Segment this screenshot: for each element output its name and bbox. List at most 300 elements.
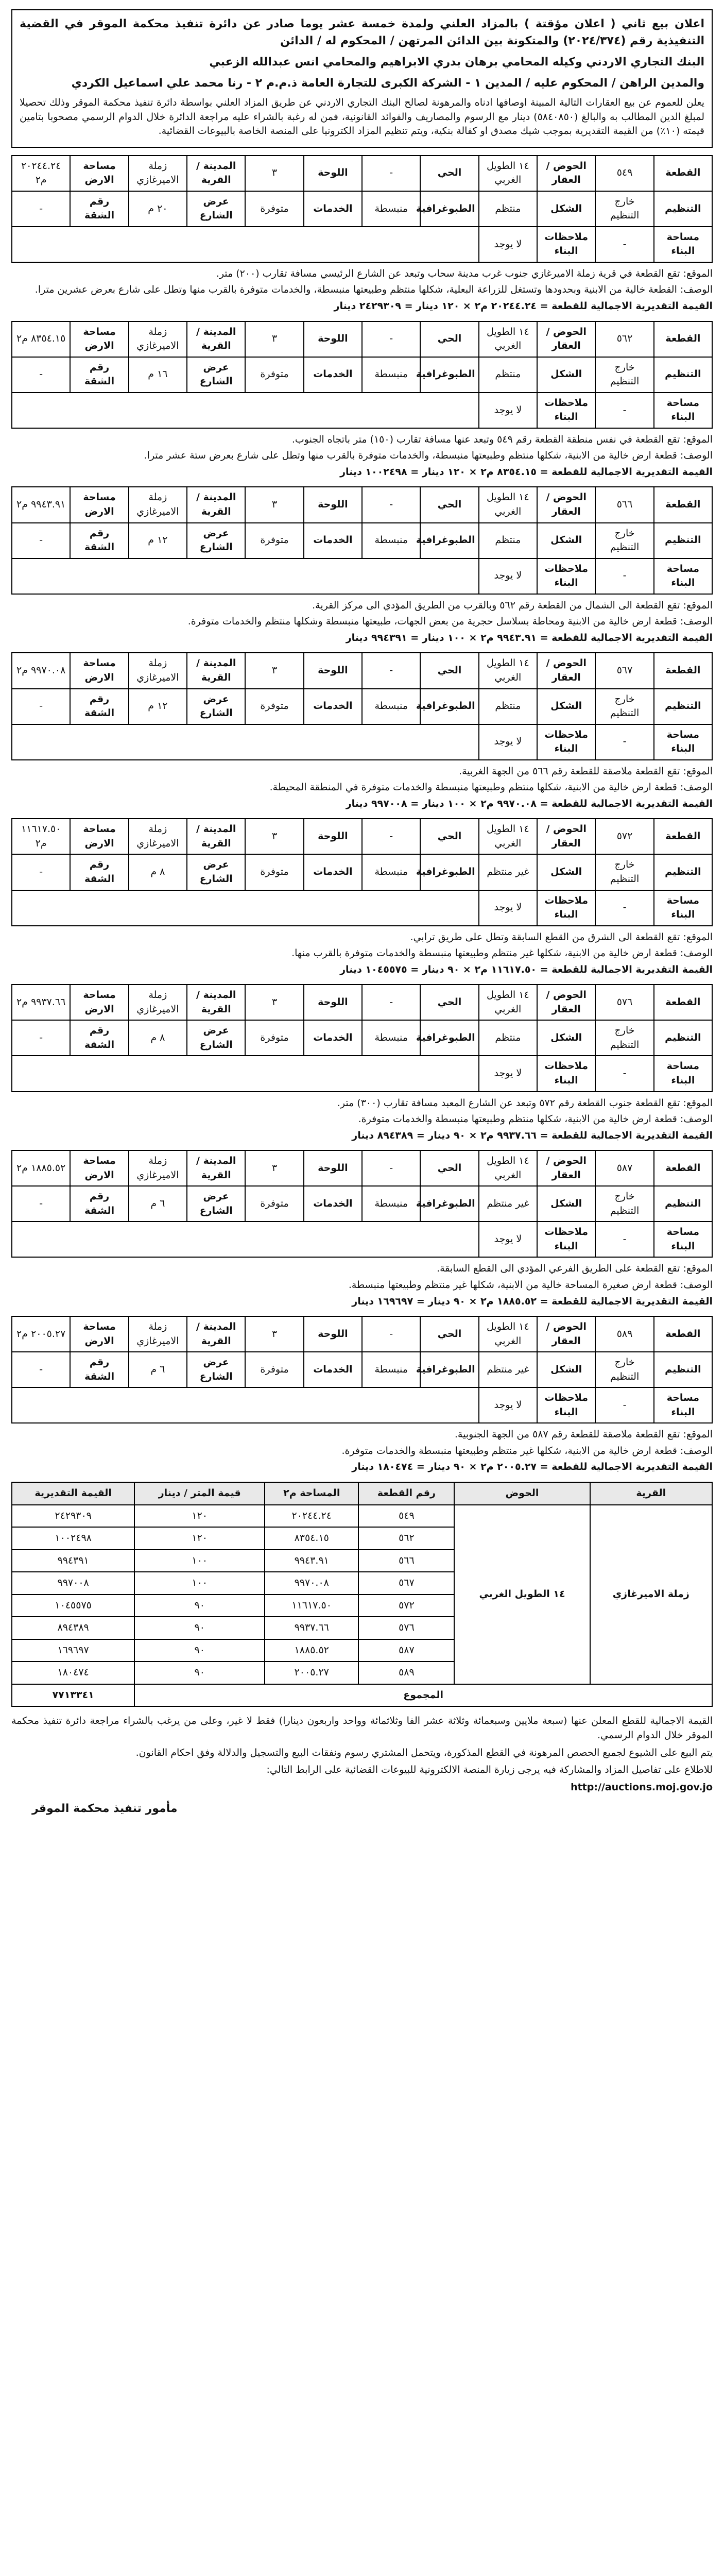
field-value-street: ٢٠ م bbox=[129, 191, 187, 227]
field-label: الخدمات bbox=[304, 191, 362, 227]
field-label: عرض الشارع bbox=[187, 854, 245, 890]
summary-total-row bbox=[12, 1684, 712, 1707]
summary-cell: ٥٨٧ bbox=[358, 1639, 454, 1662]
signature: مأمور تنفيذ محكمة الموقر bbox=[32, 1802, 178, 1816]
field-label: اللوحة bbox=[304, 1150, 362, 1186]
summary-total-label: المجموع bbox=[134, 1684, 712, 1707]
field-label: رقم الشقة bbox=[70, 191, 128, 227]
field-label: مساحة البناء bbox=[654, 1222, 712, 1257]
field-value-organization: خارج التنظيم bbox=[595, 689, 653, 724]
field-label: الحي bbox=[420, 653, 478, 688]
summary-cell: ١٦٩٦٩٧ bbox=[12, 1639, 134, 1662]
field-value-basin: ١٤ الطويل الغربي bbox=[479, 819, 537, 854]
field-value-notes: لا يوجد bbox=[479, 724, 537, 760]
field-value-hay: - bbox=[362, 321, 420, 357]
summary-cell: ٢٤٢٩٣٠٩ bbox=[12, 1505, 134, 1528]
summary-cell: ٢٠٠٥.٢٧ bbox=[265, 1662, 358, 1684]
summary-cell: ٩٩٧٠.٠٨ bbox=[265, 1572, 358, 1595]
field-label: الطبوغرافية bbox=[420, 1020, 478, 1056]
summary-cell: ١٨٨٥.٥٢ bbox=[265, 1639, 358, 1662]
parcel-row-2 bbox=[12, 1352, 712, 1387]
field-label: ملاحظات البناء bbox=[537, 393, 595, 428]
parcel-location: الموقع: تقع القطعة ملاصقة للقطعة رقم ٥٨٧ من الجهة الجنوبية. bbox=[454, 1429, 713, 1440]
parcel-block bbox=[11, 1150, 713, 1309]
field-label: القطعة bbox=[654, 156, 712, 191]
summary-cell: ٩٩٣٧.٦٦ bbox=[265, 1617, 358, 1639]
field-value-hay: - bbox=[362, 1150, 420, 1186]
field-value-apartment: - bbox=[12, 523, 70, 558]
summary-cell: ٩٩٤٣.٩١ bbox=[265, 1550, 358, 1572]
field-label: الخدمات bbox=[304, 1020, 362, 1056]
parcel-row-3 bbox=[12, 1056, 712, 1091]
summary-cell: ٥٨٩ bbox=[358, 1662, 454, 1684]
field-label: التنظيم bbox=[654, 1020, 712, 1056]
parcel-valuation: القيمة التقديرية الاجمالية للقطعة = ١٨٨٥.٥٢ م٢ × ٩٠ دينار = ١٦٩٦٩٧ دينار bbox=[352, 1295, 713, 1307]
parcel-description bbox=[11, 1262, 713, 1309]
field-label: مساحة الارض bbox=[70, 653, 128, 688]
field-label: الشكل bbox=[537, 523, 595, 558]
summary-cell: ٩٠ bbox=[134, 1595, 265, 1617]
field-value-services: متوفرة bbox=[245, 1020, 303, 1056]
field-value-basin: ١٤ الطويل الغربي bbox=[479, 321, 537, 357]
field-label: رقم الشقة bbox=[70, 1352, 128, 1387]
field-value-services: متوفرة bbox=[245, 689, 303, 724]
field-value-building_area: - bbox=[595, 724, 653, 760]
field-label: المدينة / القرية bbox=[187, 1316, 245, 1352]
summary-cell: ١١٦١٧.٥٠ bbox=[265, 1595, 358, 1617]
field-value-building_area: - bbox=[595, 227, 653, 262]
summary-header-cell: القرية bbox=[590, 1482, 712, 1505]
summary-total-value: ٧٧١٣٣٤١ bbox=[12, 1684, 134, 1707]
field-value-basin: ١٤ الطويل الغربي bbox=[479, 653, 537, 688]
field-value-organization: خارج التنظيم bbox=[595, 523, 653, 558]
notice-intro: يعلن للعموم عن بيع العقارات التالية المبينة اوصافها ادناه والمرهونة لصالح البنك التجاري الاردني عن طريق المزاد العلني بواسطة دائرة تنفيذ محكمة الموقر وذلك تحصيلا لمبلغ الدين المطالب به والبالغ (٥٨٤٠٨٥٠) دينار مع الرسوم والمصاريف والفوائد القانونية، فمن له رغبة بالشراء عليه مراجعة الدائرة خلال الدوام الرسمي مصحوبا بتامين قيمته (١٠٪) من القيمة التقديرية بموجب شيك مصدق او كفالة بنكية، ويتم تنظيم المزاد الكترونيا على المنصة الخاصة بالبيوعات القضائية. bbox=[20, 97, 704, 137]
field-label: الطبوغرافية bbox=[420, 191, 478, 227]
field-label: القطعة bbox=[654, 985, 712, 1020]
field-label: الطبوغرافية bbox=[420, 523, 478, 558]
summary-basin: ١٤ الطويل الغربي bbox=[454, 1505, 590, 1684]
summary-cell: ٩٠ bbox=[134, 1662, 265, 1684]
parcel-valuation: القيمة التقديرية الاجمالية للقطعة = ٢٠٠٥.٢٧ م٢ × ٩٠ دينار = ١٨٠٤٧٤ دينار bbox=[352, 1461, 713, 1473]
field-label: الخدمات bbox=[304, 523, 362, 558]
parcel-table bbox=[11, 486, 713, 594]
field-value-area: ٩٩٤٣.٩١ م٢ bbox=[12, 487, 70, 522]
field-label: رقم الشقة bbox=[70, 1186, 128, 1222]
field-label: المدينة / القرية bbox=[187, 819, 245, 854]
field-value-organization: خارج التنظيم bbox=[595, 1352, 653, 1387]
field-label: مساحة البناء bbox=[654, 1387, 712, 1423]
field-label: اللوحة bbox=[304, 819, 362, 854]
field-label: الطبوغرافية bbox=[420, 689, 478, 724]
summary-cell: ٥٧٢ bbox=[358, 1595, 454, 1617]
field-value-parcel: ٥٦٦ bbox=[595, 487, 653, 522]
field-value-building_area: - bbox=[595, 558, 653, 594]
field-label: ملاحظات البناء bbox=[537, 724, 595, 760]
field-value-street: ٨ م bbox=[129, 854, 187, 890]
parcel-row-2 bbox=[12, 854, 712, 890]
notice-title: اعلان بيع ثاني ( اعلان مؤقتة ) بالمزاد العلني ولمدة خمسة عشر يوما صادر عن دائرة تنفيذ محكمة الموقر في القضية التنفيذية رقم (٢٠٢٤/٣٧٤) والمتكونة بين الدائن المرتهن / المحكوم له / الدائن bbox=[20, 18, 704, 47]
parcel-table bbox=[11, 984, 713, 1092]
parcel-row-1 bbox=[12, 1150, 712, 1186]
field-label: التنظيم bbox=[654, 523, 712, 558]
field-value-topography: منبسطة bbox=[362, 1352, 420, 1387]
empty-cell bbox=[12, 1056, 479, 1091]
parcel-location: الموقع: تقع القطعة في نفس منطقة القطعة رقم ٥٤٩ وتبعد عنها مسافة تقارب (١٥٠) متر باتجاه الجنوب. bbox=[291, 433, 713, 445]
closing-terms: يتم البيع على الشيوع لجميع الحصص المرهونة في القطع المذكورة، ويتحمل المشتري رسوم ونفقات البيع والتسجيل والدلالة وفق احكام القانون. bbox=[135, 1747, 713, 1758]
parcel-location: الموقع: تقع القطعة الى الشرق من القطع السابقة وتطل على طريق ترابي. bbox=[410, 931, 713, 943]
field-value-city: زملة الاميرغازي bbox=[129, 653, 187, 688]
parcel-row-2 bbox=[12, 1020, 712, 1056]
field-value-building_area: - bbox=[595, 890, 653, 926]
field-label: عرض الشارع bbox=[187, 689, 245, 724]
summary-cell: ٥٦٢ bbox=[358, 1527, 454, 1550]
field-label: الشكل bbox=[537, 1352, 595, 1387]
field-label: اللوحة bbox=[304, 156, 362, 191]
summary-cell: ٩٩٤٣٩١ bbox=[12, 1550, 134, 1572]
field-value-shape: منتظم bbox=[479, 357, 537, 393]
field-value-building_area: - bbox=[595, 1387, 653, 1423]
field-label: مساحة الارض bbox=[70, 156, 128, 191]
field-label: اللوحة bbox=[304, 487, 362, 522]
field-label: التنظيم bbox=[654, 357, 712, 393]
field-label: الشكل bbox=[537, 191, 595, 227]
field-label: ملاحظات البناء bbox=[537, 1056, 595, 1091]
notice-header bbox=[11, 9, 713, 148]
field-label: المدينة / القرية bbox=[187, 1150, 245, 1186]
summary-cell: ٢٠٢٤٤.٢٤ bbox=[265, 1505, 358, 1528]
field-value-hay: - bbox=[362, 653, 420, 688]
parcel-desc-text: الوصف: القطعة خالية من الابنية وبحدودها وتستغل للزراعة البعلية، شكلها منتظم وطبيعتها منبسطة، والخدمات متوفرة بالقرب منها وتطل على شارع بعرض عشرين مترا. bbox=[35, 284, 713, 296]
field-label: الحي bbox=[420, 321, 478, 357]
field-label: ملاحظات البناء bbox=[537, 890, 595, 926]
field-value-apartment: - bbox=[12, 854, 70, 890]
field-label: ملاحظات البناء bbox=[537, 558, 595, 594]
field-value-topography: منبسطة bbox=[362, 1020, 420, 1056]
field-label: عرض الشارع bbox=[187, 357, 245, 393]
summary-village: زملة الاميرغازي bbox=[590, 1505, 712, 1684]
field-value-services: متوفرة bbox=[245, 1186, 303, 1222]
field-label: مساحة الارض bbox=[70, 321, 128, 357]
parcel-desc-text: الوصف: قطعة ارض صغيرة المساحة خالية من الابنية، شكلها غير منتظم وطبيعتها منبسطة. bbox=[348, 1279, 713, 1291]
parcel-valuation: القيمة التقديرية الاجمالية للقطعة = ١١٦١٧.٥٠ م٢ × ٩٠ دينار = ١٠٤٥٥٧٥ دينار bbox=[340, 963, 713, 975]
field-label: التنظيم bbox=[654, 854, 712, 890]
summary-cell: ١٢٠ bbox=[134, 1505, 265, 1528]
field-value-area: ٢٠٢٤٤.٢٤ م٢ bbox=[12, 156, 70, 191]
field-value-parcel: ٥٧٦ bbox=[595, 985, 653, 1020]
field-value-parcel: ٥٨٩ bbox=[595, 1316, 653, 1352]
field-value-notes: لا يوجد bbox=[479, 1222, 537, 1257]
field-label: القطعة bbox=[654, 819, 712, 854]
parcel-valuation: القيمة التقديرية الاجمالية للقطعة = ٩٩٤٣.٩١ م٢ × ١٠٠ دينار = ٩٩٤٣٩١ دينار bbox=[346, 632, 713, 643]
field-value-notes: لا يوجد bbox=[479, 1056, 537, 1091]
field-value-services: متوفرة bbox=[245, 854, 303, 890]
field-value-area: ٨٣٥٤.١٥ م٢ bbox=[12, 321, 70, 357]
parcel-valuation: القيمة التقديرية الاجمالية للقطعة = ٩٩٣٧.٦٦ م٢ × ٩٠ دينار = ٨٩٤٣٨٩ دينار bbox=[352, 1129, 713, 1141]
field-label: مساحة البناء bbox=[654, 1056, 712, 1091]
summary-cell: ١٠٠ bbox=[134, 1572, 265, 1595]
field-label: الشكل bbox=[537, 854, 595, 890]
field-label: الحوض / العقار bbox=[537, 487, 595, 522]
field-label: المدينة / القرية bbox=[187, 985, 245, 1020]
field-label: الخدمات bbox=[304, 1352, 362, 1387]
parcel-table bbox=[11, 1316, 713, 1423]
field-value-building_area: - bbox=[595, 1222, 653, 1257]
parcel-row-2 bbox=[12, 191, 712, 227]
parcel-block bbox=[11, 984, 713, 1143]
field-value-basin: ١٤ الطويل الغربي bbox=[479, 156, 537, 191]
parcel-block bbox=[11, 155, 713, 314]
closing-section bbox=[11, 1714, 713, 1817]
field-label: مساحة البناء bbox=[654, 227, 712, 262]
field-value-parcel: ٥٨٧ bbox=[595, 1150, 653, 1186]
field-value-topography: منبسطة bbox=[362, 357, 420, 393]
parcel-block bbox=[11, 818, 713, 977]
field-value-area: ٢٠٠٥.٢٧ م٢ bbox=[12, 1316, 70, 1352]
field-value-plate: ٣ bbox=[245, 653, 303, 688]
field-label: التنظيم bbox=[654, 1186, 712, 1222]
summary-cell: ١٢٠ bbox=[134, 1527, 265, 1550]
field-label: عرض الشارع bbox=[187, 1020, 245, 1056]
field-label: الحي bbox=[420, 985, 478, 1020]
summary-header-cell: رقم القطعة bbox=[358, 1482, 454, 1505]
parcel-row-1 bbox=[12, 156, 712, 191]
parcel-description bbox=[11, 765, 713, 811]
parcel-list bbox=[11, 155, 713, 1475]
parcel-description bbox=[11, 930, 713, 977]
field-label: التنظيم bbox=[654, 191, 712, 227]
parcel-description bbox=[11, 1096, 713, 1143]
parcel-row-1 bbox=[12, 653, 712, 688]
field-value-services: متوفرة bbox=[245, 1352, 303, 1387]
field-label: المدينة / القرية bbox=[187, 487, 245, 522]
field-value-topography: منبسطة bbox=[362, 1186, 420, 1222]
field-value-plate: ٣ bbox=[245, 1316, 303, 1352]
parcel-description bbox=[11, 1428, 713, 1475]
closing-link-intro: للاطلاع على تفاصيل المزاد والمشاركة فيه يرجى زيارة المنصة الالكترونية للبيوعات القضائية على الرابط التالي: bbox=[266, 1764, 713, 1776]
field-value-plate: ٣ bbox=[245, 487, 303, 522]
parcel-location: الموقع: تقع القطعة على الطريق الفرعي المؤدي الى القطع السابقة. bbox=[437, 1263, 713, 1275]
summary-cell: ١٠٠ bbox=[134, 1550, 265, 1572]
field-value-street: ١٦ م bbox=[129, 357, 187, 393]
field-value-basin: ١٤ الطويل الغربي bbox=[479, 985, 537, 1020]
field-value-plate: ٣ bbox=[245, 985, 303, 1020]
field-value-organization: خارج التنظيم bbox=[595, 1020, 653, 1056]
field-label: الحي bbox=[420, 1150, 478, 1186]
summary-cell: ٥٧٦ bbox=[358, 1617, 454, 1639]
field-label: الشكل bbox=[537, 1020, 595, 1056]
field-label: اللوحة bbox=[304, 1316, 362, 1352]
summary-body bbox=[12, 1505, 712, 1707]
field-value-shape: غير منتظم bbox=[479, 1186, 537, 1222]
summary-cell: ٥٦٦ bbox=[358, 1550, 454, 1572]
parcel-row-1 bbox=[12, 819, 712, 854]
parcel-block bbox=[11, 321, 713, 480]
empty-cell bbox=[12, 1387, 479, 1423]
field-value-building_area: - bbox=[595, 1056, 653, 1091]
field-value-organization: خارج التنظيم bbox=[595, 854, 653, 890]
parcel-desc-text: الوصف: قطعة ارض خالية من الابنية، شكلها غير منتظم وطبيعتها منبسطة والخدمات متوفرة. bbox=[341, 1445, 713, 1456]
field-value-plate: ٣ bbox=[245, 321, 303, 357]
field-label: المدينة / القرية bbox=[187, 321, 245, 357]
field-label: الشكل bbox=[537, 689, 595, 724]
parcel-desc-text: الوصف: قطعة ارض خالية من الابنية، شكلها منتظم وطبيعتها منبسطة والخدمات متوفرة في المنطقة المحيطة. bbox=[269, 782, 713, 793]
field-value-topography: منبسطة bbox=[362, 523, 420, 558]
field-label: اللوحة bbox=[304, 321, 362, 357]
field-label: الحوض / العقار bbox=[537, 1150, 595, 1186]
field-label: الخدمات bbox=[304, 1186, 362, 1222]
closing-total-words: القيمة الاجمالية للقطع المعلن عنها (سبعة ملايين وسبعمائة وثلاثة عشر الفا وثلاثمائة وواحد واربعون دينارا) فقط لا غير، وعلى من يرغب بالشراء مراجعة دائرة تنفيذ محكمة الموقر خلال الدوام الرسمي. bbox=[11, 1715, 713, 1741]
parcel-location: الموقع: تقع القطعة الى الشمال من القطعة رقم ٥٦٢ وبالقرب من الطريق المؤدي الى مركز القرية. bbox=[312, 599, 713, 611]
empty-cell bbox=[12, 1222, 479, 1257]
field-value-city: زملة الاميرغازي bbox=[129, 1316, 187, 1352]
field-label: الطبوغرافية bbox=[420, 357, 478, 393]
field-value-shape: منتظم bbox=[479, 191, 537, 227]
field-value-basin: ١٤ الطويل الغربي bbox=[479, 1316, 537, 1352]
field-value-street: ٦ م bbox=[129, 1186, 187, 1222]
field-value-parcel: ٥٦٢ bbox=[595, 321, 653, 357]
parcel-desc-text: الوصف: قطعة ارض خالية من الابنية، شكلها غير منتظم وطبيعتها منبسطة والخدمات متوفرة بالقرب منها. bbox=[291, 947, 713, 959]
field-value-city: زملة الاميرغازي bbox=[129, 985, 187, 1020]
summary-header-cell: القيمة التقديرية bbox=[12, 1482, 134, 1505]
parcel-row-3 bbox=[12, 227, 712, 262]
field-label: مساحة الارض bbox=[70, 985, 128, 1020]
notice-debtor: والمدين الراهن / المحكوم عليه / المدين ١ - الشركة الكبرى للتجارة العامة ذ.م.م ٢ - رنا محمد علي اسماعيل الكردي bbox=[71, 77, 704, 90]
field-value-street: ٦ م bbox=[129, 1352, 187, 1387]
field-label: التنظيم bbox=[654, 689, 712, 724]
field-label: الحي bbox=[420, 487, 478, 522]
field-value-street: ٨ م bbox=[129, 1020, 187, 1056]
field-value-organization: خارج التنظيم bbox=[595, 191, 653, 227]
parcel-row-2 bbox=[12, 1186, 712, 1222]
field-value-area: ٩٩٣٧.٦٦ م٢ bbox=[12, 985, 70, 1020]
parcel-location: الموقع: تقع القطعة ملاصقة للقطعة رقم ٥٦٦ من الجهة الغربية. bbox=[459, 765, 713, 777]
parcel-valuation: القيمة التقديرية الاجمالية للقطعة = ٢٠٢٤٤.٢٤ م٢ × ١٢٠ دينار = ٢٤٢٩٣٠٩ دينار bbox=[334, 300, 713, 312]
field-value-city: زملة الاميرغازي bbox=[129, 156, 187, 191]
field-label: المدينة / القرية bbox=[187, 156, 245, 191]
field-value-hay: - bbox=[362, 819, 420, 854]
field-label: ملاحظات البناء bbox=[537, 1387, 595, 1423]
field-value-hay: - bbox=[362, 1316, 420, 1352]
parcel-location: الموقع: تقع القطعة في قرية زملة الاميرغازي جنوب غرب مدينة سحاب وتبعد عن الشارع الرئيسي مسافة تقارب (٢٠٠) متر. bbox=[216, 267, 713, 279]
parcel-row-2 bbox=[12, 523, 712, 558]
field-label: مساحة البناء bbox=[654, 724, 712, 760]
field-label: الطبوغرافية bbox=[420, 1186, 478, 1222]
field-value-apartment: - bbox=[12, 357, 70, 393]
field-label: رقم الشقة bbox=[70, 1020, 128, 1056]
field-value-notes: لا يوجد bbox=[479, 890, 537, 926]
field-value-topography: منبسطة bbox=[362, 191, 420, 227]
field-value-topography: منبسطة bbox=[362, 689, 420, 724]
empty-cell bbox=[12, 890, 479, 926]
field-label: القطعة bbox=[654, 653, 712, 688]
field-label: رقم الشقة bbox=[70, 357, 128, 393]
field-value-area: ٩٩٧٠.٠٨ م٢ bbox=[12, 653, 70, 688]
field-value-hay: - bbox=[362, 985, 420, 1020]
field-value-organization: خارج التنظيم bbox=[595, 1186, 653, 1222]
field-label: القطعة bbox=[654, 1316, 712, 1352]
parcel-row-2 bbox=[12, 357, 712, 393]
parcel-row-1 bbox=[12, 321, 712, 357]
field-value-shape: منتظم bbox=[479, 523, 537, 558]
field-value-hay: - bbox=[362, 156, 420, 191]
field-label: القطعة bbox=[654, 1150, 712, 1186]
empty-cell bbox=[12, 724, 479, 760]
summary-header-cell: المساحة م٢ bbox=[265, 1482, 358, 1505]
parcel-block bbox=[11, 1316, 713, 1475]
field-label: عرض الشارع bbox=[187, 1186, 245, 1222]
parcel-row-3 bbox=[12, 1387, 712, 1423]
summary-cell: ٩٩٧٠٠٨ bbox=[12, 1572, 134, 1595]
field-label: مساحة البناء bbox=[654, 393, 712, 428]
parcel-table bbox=[11, 818, 713, 926]
field-value-notes: لا يوجد bbox=[479, 393, 537, 428]
parcel-location: الموقع: تقع القطعة جنوب القطعة رقم ٥٧٢ وتبعد عن الشارع المعبد مسافة تقارب (٣٠٠) متر. bbox=[337, 1097, 713, 1109]
parcel-block bbox=[11, 652, 713, 811]
field-label: القطعة bbox=[654, 321, 712, 357]
parcel-row-3 bbox=[12, 1222, 712, 1257]
field-label: مساحة الارض bbox=[70, 819, 128, 854]
field-label: الخدمات bbox=[304, 854, 362, 890]
field-label: رقم الشقة bbox=[70, 523, 128, 558]
field-value-apartment: - bbox=[12, 1352, 70, 1387]
field-value-shape: منتظم bbox=[479, 1020, 537, 1056]
field-label: التنظيم bbox=[654, 1352, 712, 1387]
field-value-shape: غير منتظم bbox=[479, 1352, 537, 1387]
field-label: الحوض / العقار bbox=[537, 156, 595, 191]
field-value-street: ١٢ م bbox=[129, 689, 187, 724]
field-label: ملاحظات البناء bbox=[537, 1222, 595, 1257]
field-label: عرض الشارع bbox=[187, 191, 245, 227]
field-value-notes: لا يوجد bbox=[479, 558, 537, 594]
parcel-row-1 bbox=[12, 1316, 712, 1352]
summary-cell: ١٨٠٤٧٤ bbox=[12, 1662, 134, 1684]
parcel-desc-text: الوصف: قطعة ارض خالية من الابنية ومحاطة بسلاسل حجرية من بعض الجهات، طبيعتها منبسطة وشكلها منتظم والخدمات متوفرة. bbox=[187, 616, 713, 628]
summary-header-cell: الحوض bbox=[454, 1482, 590, 1505]
field-label: الحي bbox=[420, 819, 478, 854]
field-label: الحوض / العقار bbox=[537, 819, 595, 854]
summary-header-row bbox=[12, 1482, 712, 1505]
empty-cell bbox=[12, 393, 479, 428]
field-value-services: متوفرة bbox=[245, 357, 303, 393]
parcel-row-2 bbox=[12, 689, 712, 724]
field-value-apartment: - bbox=[12, 1020, 70, 1056]
parcel-row-3 bbox=[12, 393, 712, 428]
summary-cell: ٥٦٧ bbox=[358, 1572, 454, 1595]
field-label: الحوض / العقار bbox=[537, 985, 595, 1020]
field-value-plate: ٣ bbox=[245, 819, 303, 854]
field-label: الشكل bbox=[537, 1186, 595, 1222]
field-value-apartment: - bbox=[12, 689, 70, 724]
summary-table bbox=[11, 1482, 713, 1707]
summary-cell: ٩٠ bbox=[134, 1639, 265, 1662]
parcel-description bbox=[11, 599, 713, 646]
field-value-parcel: ٥٦٧ bbox=[595, 653, 653, 688]
field-label: رقم الشقة bbox=[70, 854, 128, 890]
parcel-desc-text: الوصف: قطعة ارض خالية من الابنية، شكلها منتظم وطبيعتها منبسطة، والخدمات متوفرة بالقرب منها وتطل على شارع بعرض ستة عشر مترا. bbox=[144, 450, 713, 462]
field-label: رقم الشقة bbox=[70, 689, 128, 724]
field-value-city: زملة الاميرغازي bbox=[129, 321, 187, 357]
field-value-organization: خارج التنظيم bbox=[595, 357, 653, 393]
notice-parties: البنك التجاري الاردني وكيله المحامي برهان بدري الابراهيم والمحامي انس عبدالله الزعبي bbox=[209, 56, 704, 69]
field-label: الطبوغرافية bbox=[420, 1352, 478, 1387]
field-label: مساحة الارض bbox=[70, 487, 128, 522]
field-label: الحوض / العقار bbox=[537, 321, 595, 357]
auctions-link[interactable]: http://auctions.moj.gov.jo bbox=[571, 1781, 713, 1793]
field-value-building_area: - bbox=[595, 393, 653, 428]
parcel-description bbox=[11, 267, 713, 314]
field-value-city: زملة الاميرغازي bbox=[129, 487, 187, 522]
summary-cell: ٥٤٩ bbox=[358, 1505, 454, 1528]
